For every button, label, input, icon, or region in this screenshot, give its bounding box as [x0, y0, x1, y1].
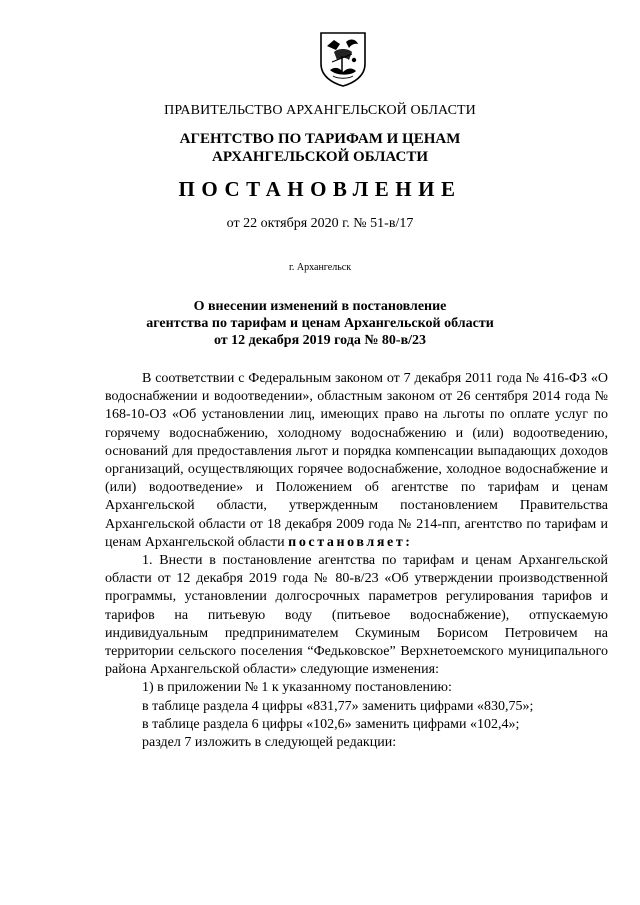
city-name: г. Архангельск	[288, 262, 352, 273]
agency-name	[0, 130, 640, 166]
subject-line1: О внесении изменений в постановление	[193, 299, 447, 314]
list-item: раздел 7 изложить в следующей редакции:	[142, 735, 397, 751]
document-subject	[0, 298, 640, 349]
subject-line2: агентства по тарифам и ценам Архангельской области	[146, 316, 494, 331]
preamble-paragraph	[105, 370, 608, 552]
document-type: ПОСТАНОВЛЕНИЕ	[178, 177, 462, 201]
preamble-text: В соответствии с Федеральным законом от 7 декабря 2011 года № 416-ФЗ «О водоснабжении и водоотведении», областным законом от 26 сентября 2014 года № 168-10-ОЗ «Об установлении лиц, имеющих право на льготы по оплате услуг по горячему водоснабжению, холодному водоснабжению и (или) водоотведению, оснований для предоставления льгот и порядка компенсации выпадающих доходов организаций, осуществляющих горячее водоснабжение, холодное водоснабжение и (или) водоотведение» и Положением об агентстве по тарифам и ценам Архангельской области, утвержденным постановлением Правительства Архангельской области от 18 декабря 2009 года № 214-пп, агентство по тарифам и ценам Архангельской области	[105, 371, 608, 550]
government-name: ПРАВИТЕЛЬСТВО АРХАНГЕЛЬСКОЙ ОБЛАСТИ	[164, 103, 476, 118]
list-item: 1) в приложении № 1 к указанному постановлению:	[142, 680, 452, 696]
document-body	[105, 370, 608, 752]
coat-of-arms-icon	[318, 30, 368, 88]
subject-line3: от 12 декабря 2019 года № 80-в/23	[213, 333, 427, 348]
clause-1-paragraph: 1. Внести в постановление агентства по тарифам и ценам Архангельской области от 12 декабря 2019 года № 80-в/23 «Об утверждении производственной программы, установлении долгосрочных параметров регулирования тарифов и тарифов на питьевую воду (питьевое водоснабжение), отпускаемую индивидуальным предпринимателем Скуминым Борисом Петровичем на территории сельского поселения “Федьковское” Верхнетоемского муниципального района Архангельской области» следующие изменения:	[105, 553, 608, 678]
agency-name-line1: АГЕНТСТВО ПО ТАРИФАМ И ЦЕНАМ	[179, 131, 461, 147]
agency-name-line2: АРХАНГЕЛЬСКОЙ ОБЛАСТИ	[212, 149, 428, 165]
list-item: в таблице раздела 4 цифры «831,77» заменить цифрами «830,75»;	[142, 698, 534, 714]
list-item: в таблице раздела 6 цифры «102,6» заменить цифрами «102,4»;	[142, 716, 520, 732]
date-and-number: от 22 октября 2020 г. № 51-в/17	[226, 216, 414, 231]
resolves-word: постановляет:	[288, 534, 413, 550]
